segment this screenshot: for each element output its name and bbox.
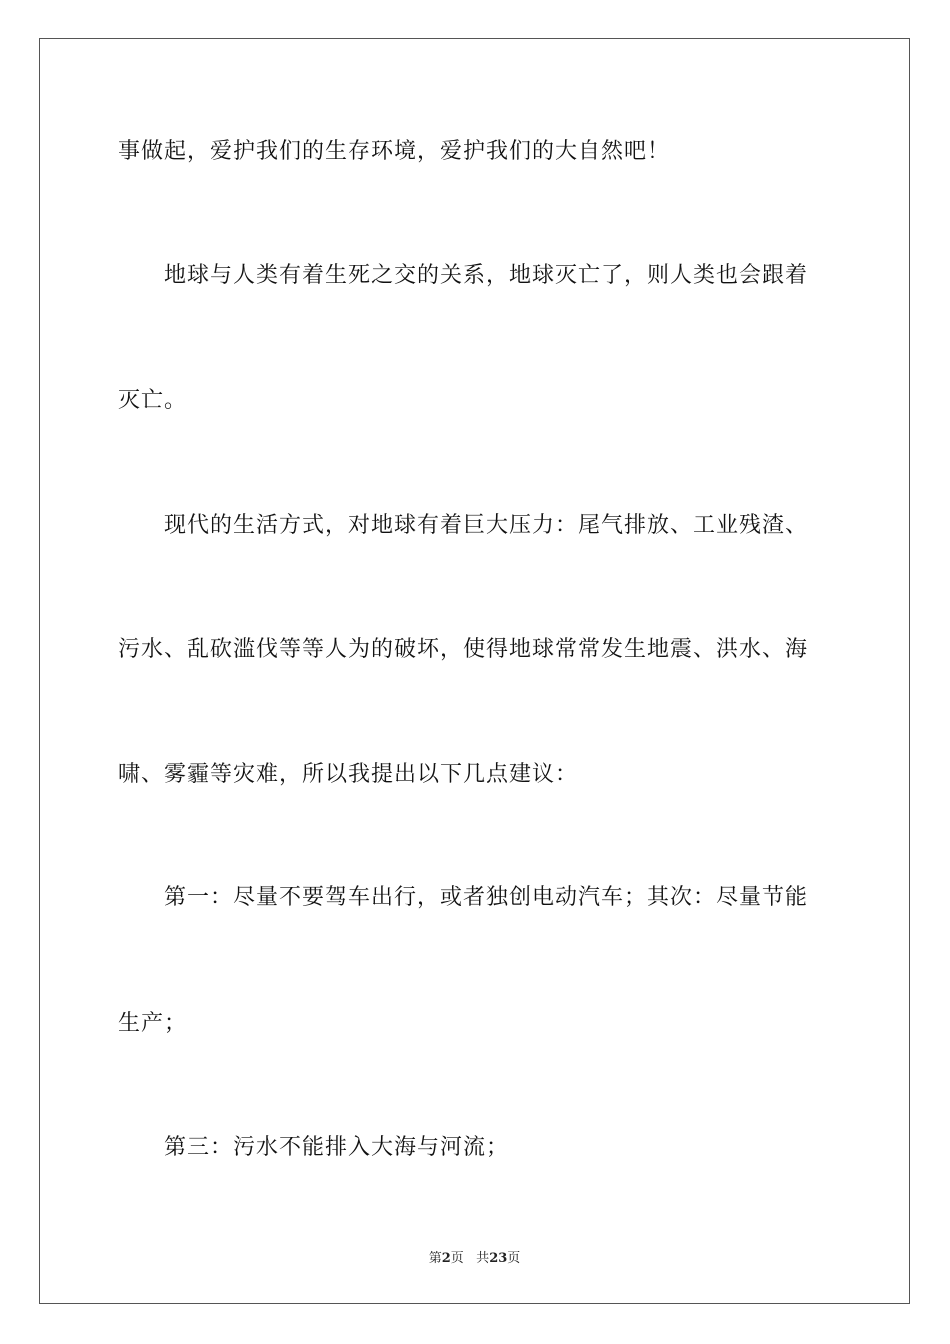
text-line-8: 生产；	[118, 1011, 188, 1036]
text-line-9: 第三：污水不能排入大海与河流；	[164, 1135, 510, 1160]
document-page	[39, 38, 910, 1304]
text-line-7: 第一：尽量不要驾车出行，或者独创电动汽车；其次：尽量节能	[164, 885, 809, 910]
text-line-6: 啸、雾霾等灾难，所以我提出以下几点建议：	[118, 762, 579, 787]
footer-page-number: 2	[441, 1251, 451, 1266]
text-line-3: 灭亡。	[118, 388, 188, 413]
footer-total-number: 23	[489, 1251, 508, 1266]
text-line-4: 现代的生活方式，对地球有着巨大压力：尾气排放、工业残渣、	[164, 513, 809, 538]
footer-page-suffix: 页	[450, 1251, 464, 1266]
page-footer	[40, 1247, 909, 1266]
text-line-1: 事做起，爱护我们的生存环境，爱护我们的大自然吧！	[118, 139, 671, 164]
footer-total-suffix: 页	[507, 1251, 521, 1266]
text-line-5: 污水、乱砍滥伐等等人为的破坏，使得地球常常发生地震、洪水、海	[118, 637, 809, 662]
text-line-2: 地球与人类有着生死之交的关系，地球灭亡了，则人类也会跟着	[164, 263, 809, 288]
footer-page-prefix: 第	[428, 1251, 442, 1266]
footer-total-prefix: 共	[476, 1251, 490, 1266]
